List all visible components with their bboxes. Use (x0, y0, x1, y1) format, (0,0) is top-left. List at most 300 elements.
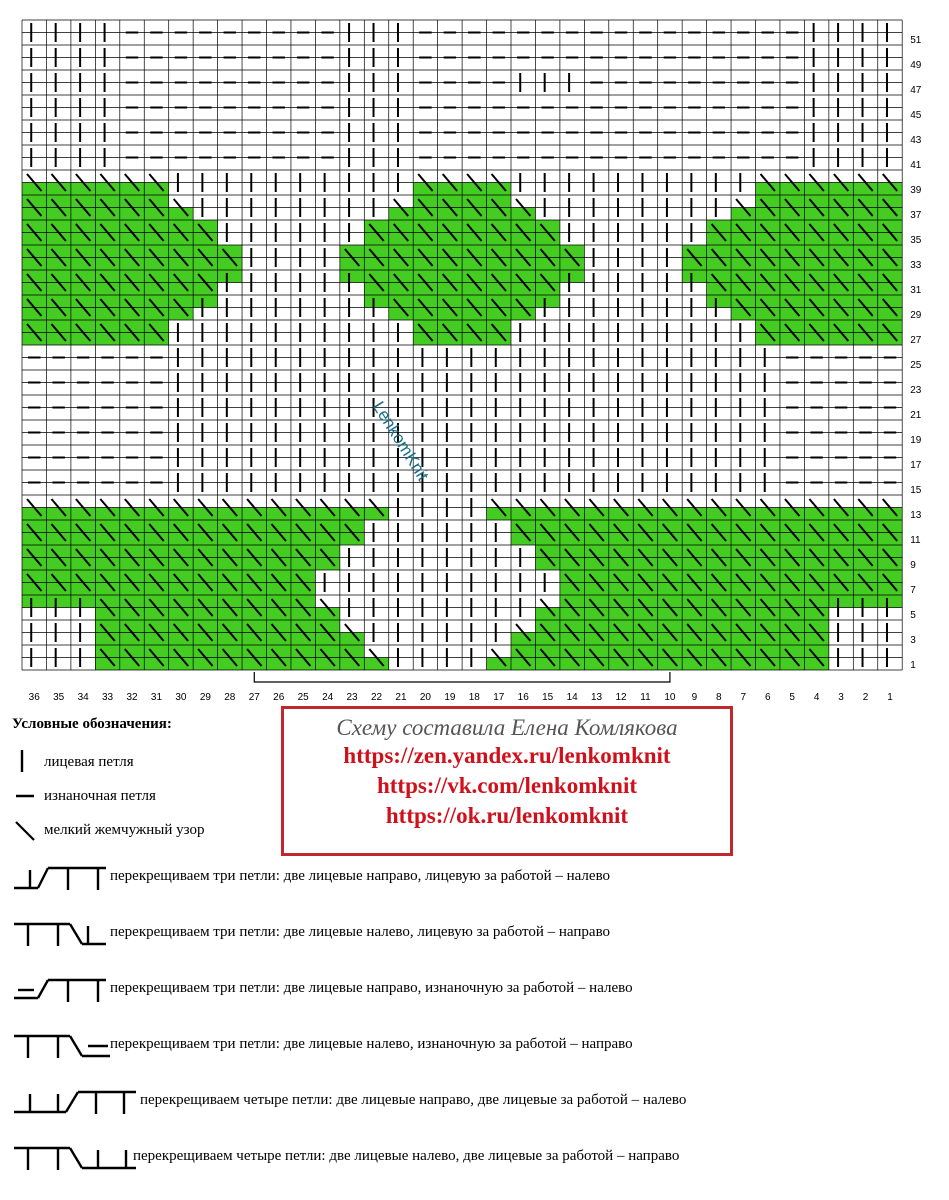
green-cell (438, 183, 462, 196)
green-cell (682, 508, 706, 521)
green-cell (682, 608, 706, 621)
green-cell (878, 283, 902, 296)
green-cell (291, 658, 315, 671)
green-cell (95, 545, 119, 558)
row-number-label: 27 (910, 334, 922, 346)
green-cell (682, 620, 706, 633)
green-cell (120, 620, 144, 633)
green-cell (95, 308, 119, 321)
green-cell (731, 208, 755, 221)
green-cell (707, 545, 731, 558)
row-number-label: 51 (910, 34, 922, 46)
green-cell (853, 533, 877, 546)
green-cell (511, 645, 535, 658)
green-cell (169, 545, 193, 558)
green-cell (535, 270, 559, 283)
legend-item-label: перекрещиваем четыре петли: две лицевые направо, две лицевые за работой – налево (140, 1092, 687, 1108)
green-cell (46, 320, 70, 333)
green-cell (169, 583, 193, 596)
green-cell (22, 583, 46, 596)
green-cell (780, 295, 804, 308)
legend-title: Условные обозначения: (12, 716, 172, 732)
green-cell (878, 308, 902, 321)
green-cell (46, 570, 70, 583)
green-cell (193, 245, 217, 258)
green-cell (658, 570, 682, 583)
green-cell (731, 608, 755, 621)
green-cell (878, 295, 902, 308)
column-number-label: 16 (517, 692, 529, 703)
green-cell (193, 508, 217, 521)
green-cell (315, 545, 339, 558)
green-cell (95, 645, 119, 658)
green-cell (144, 233, 168, 246)
green-cell (780, 633, 804, 646)
green-cell (413, 308, 437, 321)
green-cell (95, 220, 119, 233)
green-cell (169, 608, 193, 621)
green-cell (95, 508, 119, 521)
green-cell (218, 595, 242, 608)
green-cell (658, 608, 682, 621)
green-cell (878, 245, 902, 258)
green-cell (120, 270, 144, 283)
green-cell (853, 270, 877, 283)
green-cell (120, 220, 144, 233)
green-cell (609, 558, 633, 571)
green-cell (46, 520, 70, 533)
green-cell (829, 220, 853, 233)
green-cell (169, 283, 193, 296)
green-cell (804, 233, 828, 246)
green-cell (780, 558, 804, 571)
green-cell (193, 583, 217, 596)
green-cell (633, 583, 657, 596)
green-cell (169, 620, 193, 633)
column-number-label: 29 (199, 692, 211, 703)
green-cell (267, 658, 291, 671)
green-cell (291, 545, 315, 558)
green-cell (853, 558, 877, 571)
green-cell (731, 533, 755, 546)
green-cell (218, 533, 242, 546)
column-number-label: 30 (175, 692, 187, 703)
green-cell (560, 620, 584, 633)
green-cell (535, 520, 559, 533)
green-cell (780, 608, 804, 621)
green-cell (804, 533, 828, 546)
green-cell (169, 520, 193, 533)
green-cell (71, 270, 95, 283)
green-cell (707, 633, 731, 646)
green-cell (218, 558, 242, 571)
green-cell (707, 608, 731, 621)
green-cell (780, 533, 804, 546)
green-cell (707, 533, 731, 546)
green-cell (853, 333, 877, 346)
green-cell (462, 270, 486, 283)
green-cell (829, 333, 853, 346)
green-cell (120, 658, 144, 671)
green-cell (878, 583, 902, 596)
row-number-label: 43 (910, 134, 922, 146)
column-number-label: 28 (224, 692, 236, 703)
column-number-label: 23 (346, 692, 358, 703)
column-number-label: 22 (370, 692, 383, 703)
green-cell (829, 520, 853, 533)
green-cell (22, 233, 46, 246)
green-cell (22, 208, 46, 221)
green-cell (242, 508, 266, 521)
green-cell (780, 283, 804, 296)
green-cell (120, 283, 144, 296)
green-cell (120, 583, 144, 596)
green-cell (438, 320, 462, 333)
green-cell (291, 533, 315, 546)
green-cell (804, 508, 828, 521)
green-cell (144, 195, 168, 208)
green-cell (487, 270, 511, 283)
green-cell (780, 595, 804, 608)
green-cell (658, 658, 682, 671)
green-cell (535, 283, 559, 296)
green-cell (413, 195, 437, 208)
green-cell (144, 320, 168, 333)
green-cell (756, 658, 780, 671)
green-cell (46, 233, 70, 246)
green-cell (682, 533, 706, 546)
green-cell (120, 195, 144, 208)
green-cell (780, 245, 804, 258)
column-number-label: 21 (395, 692, 407, 703)
green-cell (609, 633, 633, 646)
row-number-label: 3 (910, 634, 916, 646)
green-cell (193, 533, 217, 546)
green-cell (144, 570, 168, 583)
cable-4-right-icon (12, 1086, 138, 1123)
green-cell (438, 283, 462, 296)
green-cell (71, 558, 95, 571)
green-cell (658, 595, 682, 608)
green-cell (804, 295, 828, 308)
green-cell (364, 270, 388, 283)
green-cell (71, 545, 95, 558)
green-cell (71, 283, 95, 296)
green-cell (46, 333, 70, 346)
green-cell (731, 570, 755, 583)
green-cell (633, 545, 657, 558)
green-cell (120, 245, 144, 258)
green-cell (340, 258, 364, 271)
green-cell (829, 595, 853, 608)
green-cell (584, 520, 608, 533)
green-cell (120, 558, 144, 571)
green-cell (633, 533, 657, 546)
green-cell (609, 595, 633, 608)
green-cell (144, 545, 168, 558)
green-cell (560, 570, 584, 583)
green-cell (291, 633, 315, 646)
green-cell (95, 608, 119, 621)
green-cell (169, 308, 193, 321)
green-cell (291, 570, 315, 583)
green-cell (95, 658, 119, 671)
green-cell (22, 320, 46, 333)
green-cell (267, 645, 291, 658)
green-cell (120, 258, 144, 271)
green-cell (780, 195, 804, 208)
green-cell (560, 520, 584, 533)
legend-item-label: перекрещиваем три петли: две лицевые направо, изнаночную за работой – налево (110, 980, 633, 996)
green-cell (829, 558, 853, 571)
legend-item-label: перекрещиваем четыре петли: две лицевые налево, две лицевые за работой – направо (133, 1148, 680, 1164)
green-cell (804, 208, 828, 221)
green-cell (511, 295, 535, 308)
green-cell (829, 270, 853, 283)
green-cell (291, 620, 315, 633)
green-cell (22, 258, 46, 271)
green-cell (438, 308, 462, 321)
green-cell (829, 320, 853, 333)
green-cell (804, 545, 828, 558)
green-cell (438, 220, 462, 233)
column-number-label: 19 (444, 692, 456, 703)
green-cell (731, 595, 755, 608)
green-cell (120, 308, 144, 321)
green-cell (535, 508, 559, 521)
cable-3-left-purl-icon (12, 1030, 112, 1067)
green-cell (71, 183, 95, 196)
green-cell (193, 258, 217, 271)
green-cell (707, 645, 731, 658)
green-cell (511, 508, 535, 521)
green-cell (71, 208, 95, 221)
green-cell (71, 533, 95, 546)
knit-stitch-icon (12, 748, 32, 781)
green-cell (413, 220, 437, 233)
green-cell (658, 583, 682, 596)
green-cell (731, 508, 755, 521)
green-cell (46, 183, 70, 196)
credit-link-zen[interactable]: https://zen.yandex.ru/lenkomknit (343, 743, 671, 768)
green-cell (658, 645, 682, 658)
green-cell (291, 583, 315, 596)
green-cell (707, 658, 731, 671)
green-cell (413, 233, 437, 246)
green-cell (853, 208, 877, 221)
green-cell (584, 533, 608, 546)
green-cell (22, 570, 46, 583)
green-cell (560, 258, 584, 271)
green-cell (413, 183, 437, 196)
green-cell (169, 295, 193, 308)
green-cell (242, 583, 266, 596)
green-cell (804, 308, 828, 321)
green-cell (609, 533, 633, 546)
green-cell (535, 658, 559, 671)
green-cell (633, 608, 657, 621)
green-cell (878, 533, 902, 546)
green-cell (731, 308, 755, 321)
green-cell (315, 608, 339, 621)
green-cell (511, 233, 535, 246)
column-number-label: 36 (28, 692, 40, 703)
green-cell (560, 633, 584, 646)
green-cell (169, 208, 193, 221)
green-cell (829, 195, 853, 208)
green-cell (193, 270, 217, 283)
row-number-label: 45 (910, 109, 922, 121)
green-cell (267, 520, 291, 533)
green-cell (462, 183, 486, 196)
green-cell (315, 508, 339, 521)
green-cell (462, 195, 486, 208)
green-cell (756, 258, 780, 271)
green-cell (511, 633, 535, 646)
green-cell (46, 283, 70, 296)
green-cell (535, 533, 559, 546)
green-cell (438, 258, 462, 271)
green-cell (120, 533, 144, 546)
green-cell (584, 558, 608, 571)
green-cell (218, 583, 242, 596)
green-cell (804, 620, 828, 633)
green-cell (120, 645, 144, 658)
green-cell (462, 208, 486, 221)
row-number-label: 9 (910, 559, 916, 571)
green-cell (804, 283, 828, 296)
green-cell (878, 183, 902, 196)
green-cell (95, 283, 119, 296)
credit-link-vk[interactable]: https://vk.com/lenkomknit (376, 773, 638, 798)
green-cell (169, 245, 193, 258)
green-cell (340, 245, 364, 258)
green-cell (829, 508, 853, 521)
green-cell (95, 270, 119, 283)
green-cell (804, 645, 828, 658)
green-cell (731, 645, 755, 658)
green-cell (22, 520, 46, 533)
green-cell (364, 295, 388, 308)
green-cell (853, 583, 877, 596)
green-cell (291, 520, 315, 533)
green-cell (658, 545, 682, 558)
column-number-label: 5 (789, 692, 795, 703)
green-cell (756, 183, 780, 196)
credit-link-ok[interactable]: https://ok.ru/lenkomknit (385, 803, 629, 828)
green-cell (438, 208, 462, 221)
green-cell (95, 258, 119, 271)
column-number-label: 10 (664, 692, 676, 703)
green-cell (193, 295, 217, 308)
green-cell (633, 620, 657, 633)
green-cell (95, 633, 119, 646)
green-cell (878, 570, 902, 583)
green-cell (71, 320, 95, 333)
green-cell (144, 583, 168, 596)
green-cell (413, 245, 437, 258)
green-cell (389, 283, 413, 296)
green-cell (169, 570, 193, 583)
green-cell (609, 583, 633, 596)
green-cell (487, 320, 511, 333)
green-cell (609, 608, 633, 621)
green-cell (169, 633, 193, 646)
green-cell (218, 570, 242, 583)
green-cell (682, 245, 706, 258)
green-cell (804, 570, 828, 583)
green-cell (169, 258, 193, 271)
green-cell (364, 658, 388, 671)
green-cell (829, 570, 853, 583)
green-cell (389, 245, 413, 258)
green-cell (120, 595, 144, 608)
green-cell (511, 270, 535, 283)
green-cell (22, 545, 46, 558)
green-cell (291, 608, 315, 621)
green-cell (144, 520, 168, 533)
green-cell (731, 558, 755, 571)
purl-stitch-icon (12, 782, 38, 815)
column-number-label: 11 (640, 692, 651, 703)
green-cell (193, 645, 217, 658)
green-cell (658, 558, 682, 571)
green-cell (756, 270, 780, 283)
green-cell (340, 633, 364, 646)
green-cell (609, 545, 633, 558)
green-cell (120, 545, 144, 558)
green-cell (560, 658, 584, 671)
green-cell (756, 583, 780, 596)
green-cell (169, 270, 193, 283)
legend-item (12, 978, 942, 1008)
green-cell (756, 220, 780, 233)
green-cell (144, 595, 168, 608)
green-cell (71, 308, 95, 321)
green-cell (853, 320, 877, 333)
green-cell (535, 258, 559, 271)
column-number-label: 25 (297, 692, 309, 703)
green-cell (438, 333, 462, 346)
green-cell (804, 608, 828, 621)
green-cell (853, 183, 877, 196)
row-number-label: 15 (910, 484, 922, 496)
green-cell (218, 245, 242, 258)
green-cell (218, 520, 242, 533)
green-cell (707, 233, 731, 246)
green-cell (804, 658, 828, 671)
green-cell (46, 533, 70, 546)
green-cell (487, 508, 511, 521)
green-cell (438, 295, 462, 308)
green-cell (707, 245, 731, 258)
green-cell (315, 520, 339, 533)
green-cell (71, 233, 95, 246)
legend-item (12, 866, 942, 896)
green-cell (95, 595, 119, 608)
green-cell (144, 633, 168, 646)
green-cell (511, 658, 535, 671)
green-cell (853, 245, 877, 258)
green-cell (95, 195, 119, 208)
green-cell (829, 283, 853, 296)
green-cell (804, 270, 828, 283)
column-number-label: 8 (716, 692, 722, 703)
green-cell (267, 583, 291, 596)
green-cell (804, 183, 828, 196)
green-cell (267, 633, 291, 646)
green-cell (609, 645, 633, 658)
